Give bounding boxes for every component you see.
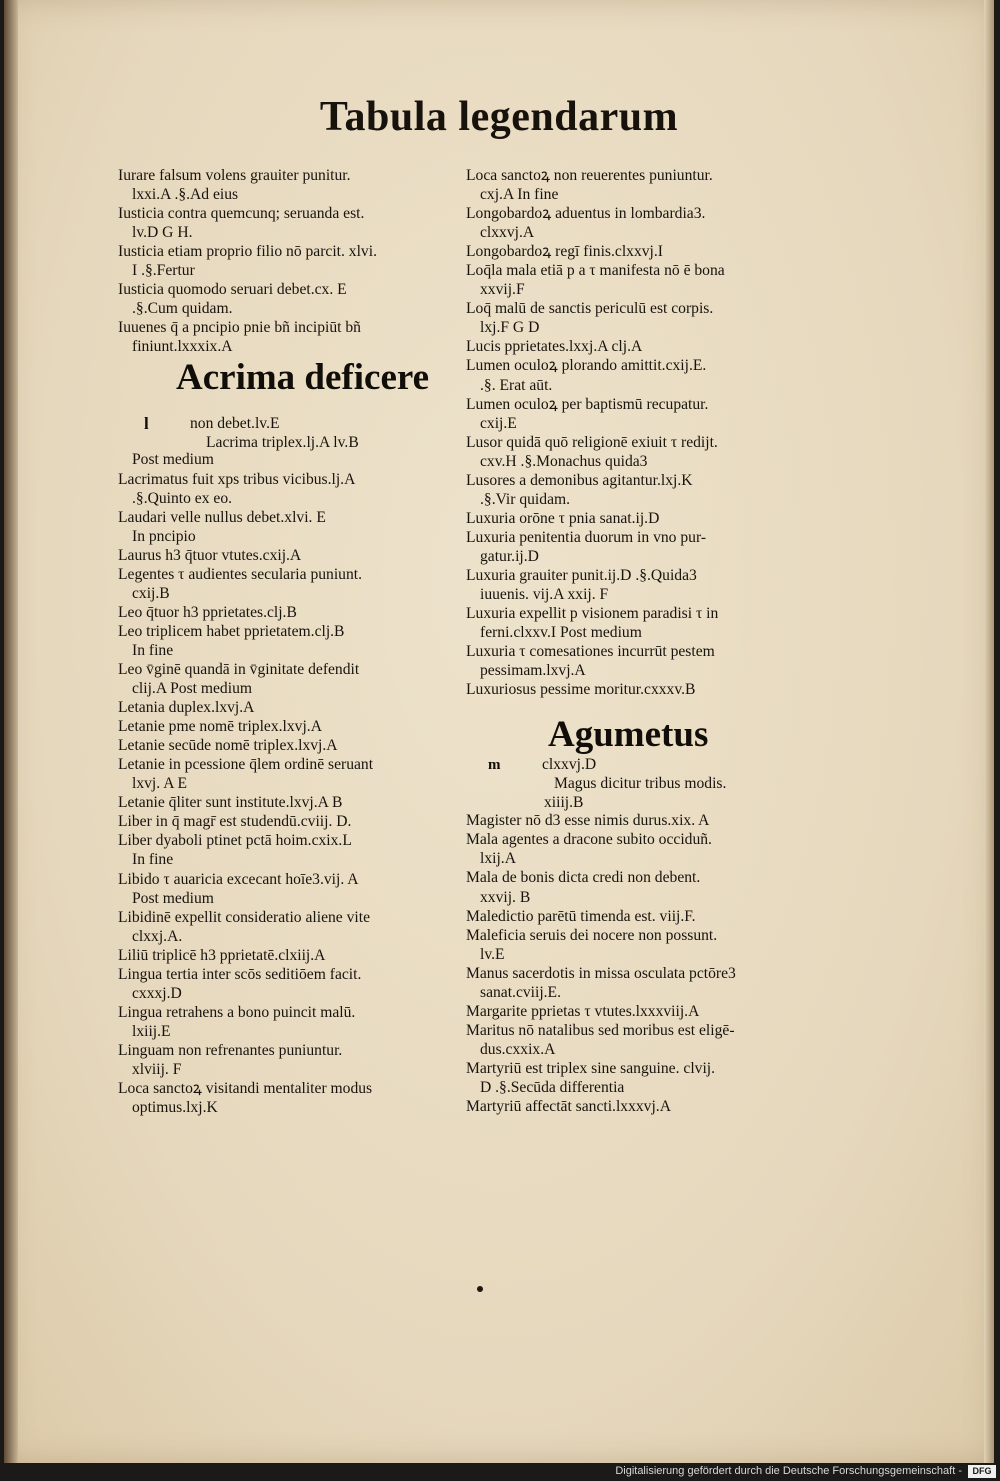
- index-entry-line: Lumen oculoꝝ plorando amittit.cxij.E.: [466, 357, 707, 375]
- index-entry-line: Magister nō d3 esse nimis durus.xix. A: [466, 812, 710, 830]
- index-entry-line: Letanie secūde nomē triplex.lxvj.A: [118, 737, 338, 755]
- index-entry-line: xxvij.F: [480, 281, 525, 299]
- index-entry-line: dus.cxxix.A: [480, 1040, 556, 1058]
- index-entry-line: Lusor quidā quō religionē exiuit τ redijt.: [466, 433, 718, 451]
- index-entry-line: Laurus h3 q̄tuor vtutes.cxij.A: [118, 546, 302, 564]
- section-l-line1: non debet.lv.E: [190, 415, 280, 433]
- index-entry-line: Lusores a demonibus agitantur.lxj.K: [466, 471, 693, 489]
- section-l-heading: Acrima deficere: [176, 357, 430, 399]
- left-entries-top: [118, 166, 450, 356]
- index-entry-line: Martyriū affectāt sancti.lxxxvj.A: [466, 1098, 671, 1116]
- index-entry-line: Luxuria τ comesationes incurrūt pestem: [466, 643, 715, 661]
- index-entry-line: xlviij. F: [132, 1060, 182, 1078]
- index-entry-line: lxxi.A .§.Ad eius: [132, 186, 239, 204]
- section-m-letter: m: [488, 757, 501, 774]
- index-entry-line: Letanie pme nomē triplex.lxvj.A: [118, 718, 322, 736]
- page-binding-shadow: [4, 0, 18, 1463]
- dfg-logo: DFG: [968, 1465, 996, 1478]
- index-entry-line: finiunt.lxxxix.A: [132, 338, 233, 356]
- index-entry-line: Leo triplicem habet pprietatem.clj.B: [118, 622, 345, 640]
- index-entry-line: Liber dyaboli ptinet pctā hoim.cxix.L: [118, 832, 352, 850]
- page-title: Tabula legendarum: [319, 94, 679, 140]
- index-entry-line: Letania duplex.lxvj.A: [118, 699, 255, 717]
- index-entry-line: Loca sanctoꝝ visitandi mentaliter modus: [118, 1080, 373, 1098]
- index-entry-line: Linguam non refrenantes puniuntur.: [118, 1041, 343, 1059]
- index-entry-line: cxv.H .§.Monachus quida3: [480, 452, 648, 470]
- section-l: [118, 356, 450, 450]
- index-entry-line: Iusticia quomodo seruari debet.cx. E: [118, 281, 347, 299]
- index-entry-line: Leo v̄ginē quandā in v̄ginitate defendit: [118, 660, 360, 678]
- index-entry-line: clij.A Post medium: [132, 680, 252, 698]
- index-entry-line: .§.Cum quidam.: [132, 300, 233, 318]
- index-entry-line: lxj.F G D: [480, 319, 540, 337]
- index-entry-line: Mala de bonis dicta credi non debent.: [466, 869, 701, 887]
- index-entry-line: Libido τ auaricia excecant hoīe3.vij. A: [118, 870, 359, 888]
- index-entry-line: cxij.E: [480, 414, 517, 432]
- right-entries-top: [466, 166, 796, 699]
- index-entry-line: Liliū triplicē h3 pprietatē.clxiij.A: [118, 946, 326, 964]
- index-entry-line: cxj.A In fine: [480, 186, 559, 204]
- index-entry-line: Laudari velle nullus debet.xlvi. E: [118, 508, 326, 526]
- index-entry-line: lxvj. A E: [132, 775, 188, 793]
- index-entry-line: In fine: [132, 851, 174, 869]
- footer-bar: [0, 1463, 1000, 1481]
- index-entry-line: In fine: [132, 641, 174, 659]
- index-entry-line: lxij.A: [480, 850, 516, 868]
- index-entry-line: Lingua tertia inter scōs seditiōem facit.: [118, 965, 362, 983]
- index-entry-line: Lingua retrahens a bono puincit malū.: [118, 1003, 356, 1021]
- index-entry-line: Luxuria grauiter punit.ij.D .§.Quida3: [466, 566, 697, 584]
- index-entry-line: In pncipio: [132, 527, 196, 545]
- section-l-line2: Lacrima triplex.lj.A lv.B: [206, 434, 359, 452]
- index-entry-line: pessimam.lxvj.A: [480, 662, 586, 680]
- index-entry-line: clxxvj.A: [480, 224, 535, 242]
- index-entry-line: Post medium: [132, 889, 214, 907]
- index-entry-line: Luxuriosus pessime moritur.cxxxv.B: [466, 681, 696, 699]
- index-entry-line: Post medium: [132, 451, 214, 469]
- index-entry-line: Liber in q̄ magr̄ est studendū.cviij. D.: [118, 813, 352, 831]
- section-l-letter: l: [144, 414, 149, 434]
- section-m-line2: Magus dicitur tribus modis.: [554, 775, 727, 793]
- index-entry-line: Manus sacerdotis in missa osculata pctōre3: [466, 964, 736, 982]
- index-entry-line: xxvij. B: [480, 888, 531, 906]
- index-entry-line: Luxuria expellit p visionem paradisi τ in: [466, 605, 719, 623]
- index-entry-line: Lumen oculoꝝ per baptismū recupatur.: [466, 395, 709, 413]
- right-entries-bottom: [466, 811, 796, 1116]
- index-entry-line: cxxxj.D: [132, 984, 182, 1002]
- left-entries-bottom: [118, 450, 450, 1117]
- index-entry-line: .§.Quinto ex eo.: [132, 489, 233, 507]
- index-entry-line: .§. Erat aūt.: [480, 376, 553, 394]
- index-entry-line: lxiij.E: [132, 1022, 171, 1040]
- right-column: [466, 166, 796, 1116]
- index-entry-line: Loca sanctoꝝ non reuerentes puniuntur.: [466, 167, 713, 184]
- index-entry-line: Lucis pprietates.lxxj.A clj.A: [466, 338, 643, 356]
- index-entry-line: Leo q̄tuor h3 pprietates.clj.B: [118, 603, 297, 621]
- index-entry-line: Luxuria orōne τ pnia sanat.ij.D: [466, 509, 660, 527]
- index-entry-line: Libidinē expellit consideratio aliene vite: [118, 908, 371, 926]
- index-entry-line: Iusticia etiam proprio filio nō parcit. xlvi.: [118, 243, 377, 261]
- index-entry-line: ferni.clxxv.I Post medium: [480, 624, 642, 642]
- index-entry-line: cxij.B: [132, 584, 170, 602]
- index-entry-line: sanat.cviij.E.: [480, 983, 561, 1001]
- index-entry-line: Letanie q̄liter sunt institute.lxvj.A B: [118, 794, 343, 812]
- index-entry-line: Iuuenes q̄ a pncipio pnie bñ incipiūt bñ: [118, 319, 361, 337]
- section-m-line3: xiiij.B: [544, 794, 584, 812]
- index-entry-line: lv.D G H.: [132, 224, 193, 242]
- index-entry-line: D .§.Secūda differentia: [480, 1078, 625, 1096]
- index-entry-line: Maledictio parētū timenda est. viij.F.: [466, 907, 696, 925]
- index-entry-line: Letanie in pcessione q̄lem ordinē seruant: [118, 756, 374, 774]
- index-entry-line: Iurare falsum volens grauiter punitur.: [118, 167, 351, 184]
- index-entry-line: Mala agentes a dracone subito occiduñ.: [466, 831, 712, 849]
- index-entry-line: optimus.lxj.K: [132, 1099, 218, 1117]
- section-m: [466, 699, 796, 811]
- index-entry-line: Longobardoꝝ regī finis.clxxvj.I: [466, 243, 663, 261]
- index-entry-line: Longobardoꝝ aduentus in lombardia3.: [466, 205, 706, 223]
- index-entry-line: Maleficia seruis dei nocere non possunt.: [466, 926, 718, 944]
- footer-credit: Digitalisierung gefördert durch die Deutsche Forschungsgemeinschaft -: [615, 1465, 962, 1477]
- book-page: [4, 0, 994, 1463]
- index-entry-line: Martyriū est triplex sine sanguine. clvij.: [466, 1059, 716, 1077]
- index-entry-line: Lacrimatus fuit xps tribus vicibus.lj.A: [118, 470, 356, 488]
- index-entry-line: Maritus nō natalibus sed moribus est eligē-: [466, 1021, 735, 1039]
- index-entry-line: .§.Vir quidam.: [480, 490, 571, 508]
- index-entry-line: clxxj.A.: [132, 927, 183, 945]
- index-entry-line: Luxuria penitentia duorum in vno pur-: [466, 528, 707, 546]
- index-entry-line: Margarite pprietas τ vtutes.lxxxviij.A: [466, 1002, 700, 1020]
- index-entry-line: Iusticia contra quemcunq; seruanda est.: [118, 205, 365, 223]
- index-entry-line: Loq̄ malū de sanctis periculū est corpis.: [466, 300, 714, 318]
- index-entry-line: I .§.Fertur: [132, 262, 195, 280]
- index-entry-line: Loq̄la mala etiā p a τ manifesta nō ē bona: [466, 262, 725, 280]
- page-dot-mark: [477, 1286, 483, 1292]
- section-m-heading: Agumetus: [548, 714, 709, 756]
- index-entry-line: lv.E: [480, 945, 505, 963]
- index-entry-line: iuuenis. vij.A xxij. F: [480, 586, 609, 604]
- left-column: [118, 166, 450, 1117]
- section-m-line1: clxxvj.D: [542, 756, 597, 774]
- index-entry-line: Legentes τ audientes secularia puniunt.: [118, 565, 362, 583]
- page-edge: [984, 0, 994, 1463]
- index-entry-line: gatur.ij.D: [480, 547, 539, 565]
